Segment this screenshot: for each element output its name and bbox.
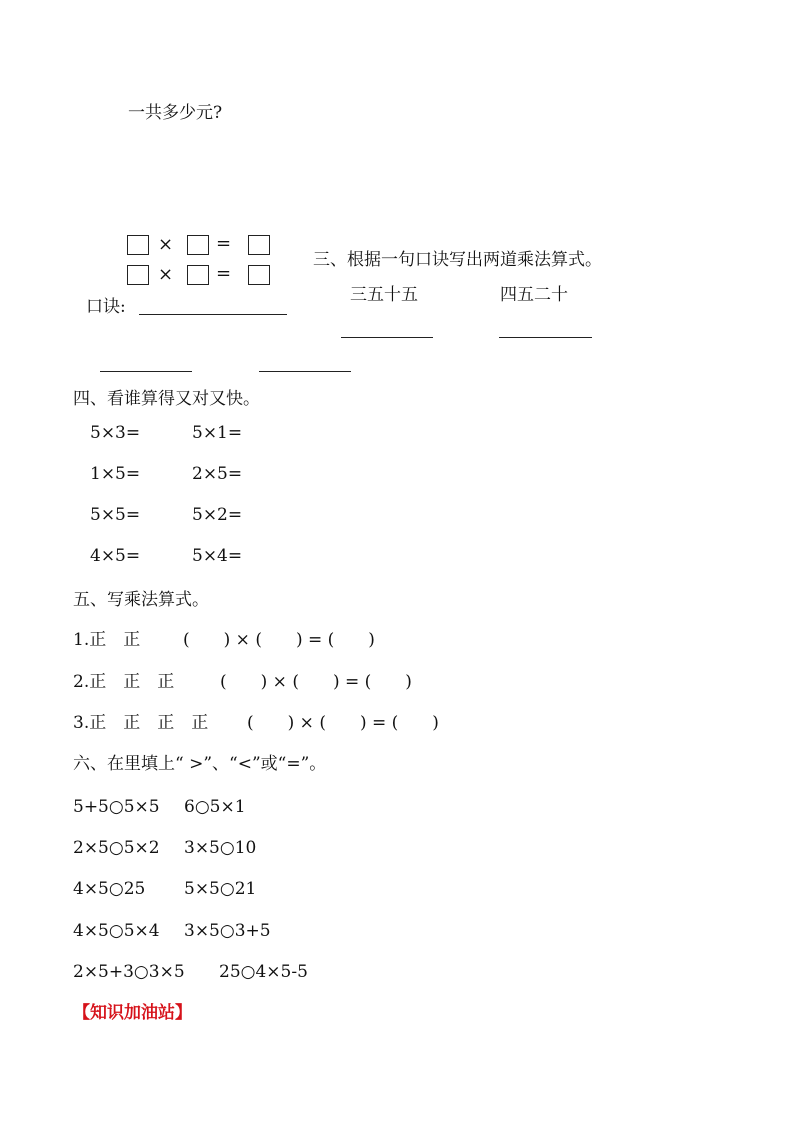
compare-item[interactable]: 5+5○5×5	[73, 797, 160, 817]
koujue-label: 口诀:	[86, 297, 126, 317]
answer-line[interactable]	[499, 337, 592, 338]
calc-item: 2×5=	[192, 464, 243, 484]
knowledge-station-heading: 【知识加油站】	[73, 1003, 192, 1023]
tally-label: 3.正 正 正 正	[73, 713, 209, 733]
compare-item[interactable]: 3×5○3+5	[184, 921, 271, 941]
rhyme-1: 三五十五	[350, 285, 418, 305]
multiplication-blank[interactable]: ( ) × ( ) = ( )	[183, 630, 375, 650]
calc-item: 1×5=	[90, 464, 141, 484]
section3-title: 三、根据一句口诀写出两道乘法算式。	[313, 250, 602, 270]
section4-title: 四、看谁算得又对又快。	[73, 389, 260, 409]
equals-sign: =	[216, 233, 232, 254]
compare-item[interactable]: 5×5○21	[184, 879, 257, 899]
calc-item: 5×3=	[90, 423, 141, 443]
equals-sign: =	[216, 263, 232, 284]
compare-item[interactable]: 6○5×1	[184, 797, 246, 817]
answer-box[interactable]	[248, 235, 270, 255]
answer-box[interactable]	[187, 235, 209, 255]
koujue-answer-line[interactable]	[139, 314, 287, 315]
section6-title: 六、在里填上“ >”、“<”或“=”。	[73, 754, 327, 774]
compare-item[interactable]: 4×5○25	[73, 879, 146, 899]
times-sign: ×	[158, 234, 174, 255]
calc-item: 5×5=	[90, 505, 141, 525]
question-total: 一共多少元?	[128, 103, 223, 123]
calc-item: 5×4=	[192, 546, 243, 566]
rhyme-2: 四五二十	[500, 285, 568, 305]
answer-line[interactable]	[259, 371, 351, 372]
answer-box[interactable]	[127, 265, 149, 285]
compare-item[interactable]: 25○4×5-5	[219, 962, 308, 982]
answer-box[interactable]	[127, 235, 149, 255]
tally-label: 2.正 正 正	[73, 672, 175, 692]
calc-item: 5×1=	[192, 423, 243, 443]
calc-item: 5×2=	[192, 505, 243, 525]
answer-box[interactable]	[248, 265, 270, 285]
times-sign: ×	[158, 264, 174, 285]
section5-title: 五、写乘法算式。	[73, 590, 209, 610]
compare-item[interactable]: 2×5+3○3×5	[73, 962, 185, 982]
compare-item[interactable]: 4×5○5×4	[73, 921, 160, 941]
compare-item[interactable]: 3×5○10	[184, 838, 257, 858]
answer-box[interactable]	[187, 265, 209, 285]
compare-item[interactable]: 2×5○5×2	[73, 838, 160, 858]
tally-label: 1.正 正	[73, 630, 141, 650]
answer-line[interactable]	[341, 337, 433, 338]
multiplication-blank[interactable]: ( ) × ( ) = ( )	[247, 713, 439, 733]
multiplication-blank[interactable]: ( ) × ( ) = ( )	[220, 672, 412, 692]
calc-item: 4×5=	[90, 546, 141, 566]
answer-line[interactable]	[100, 371, 192, 372]
